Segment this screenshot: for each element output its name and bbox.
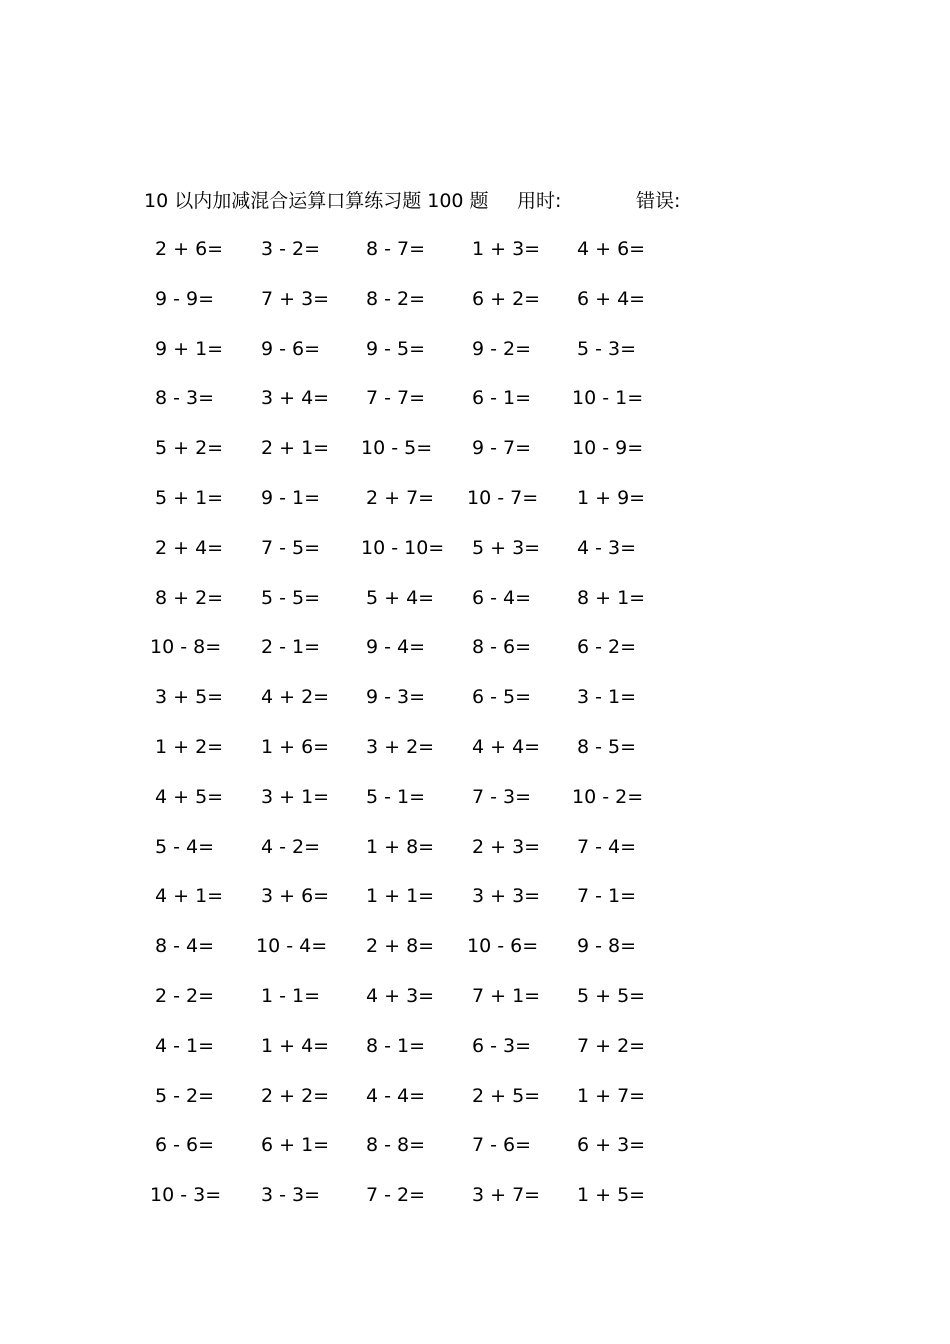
arithmetic-problem: 10 - 10= [361,537,445,559]
arithmetic-problem: 8 - 8= [366,1134,426,1156]
arithmetic-problem: 2 + 7= [366,487,435,509]
arithmetic-problem: 9 - 3= [366,686,426,708]
arithmetic-problem: 8 + 2= [155,587,224,609]
arithmetic-problem: 9 + 1= [155,338,224,360]
arithmetic-problem: 9 - 1= [261,487,321,509]
page-title: 10 以内加减混合运算口算练习题 100 题 [144,190,489,212]
arithmetic-problem: 10 - 6= [467,935,539,957]
arithmetic-problem: 10 - 8= [150,636,222,658]
arithmetic-problem: 3 - 1= [577,686,637,708]
arithmetic-problem: 5 + 3= [472,537,541,559]
arithmetic-problem: 4 + 1= [155,885,224,907]
arithmetic-problem: 3 + 2= [366,736,435,758]
arithmetic-problem: 7 + 2= [577,1035,646,1057]
arithmetic-problem: 4 + 3= [366,985,435,1007]
arithmetic-problem: 9 - 2= [472,338,532,360]
arithmetic-problem: 2 + 2= [261,1085,330,1107]
arithmetic-problem: 6 - 1= [472,387,532,409]
time-used-label: 用时: [517,190,562,212]
arithmetic-problem: 8 - 4= [155,935,215,957]
arithmetic-problem: 2 - 2= [155,985,215,1007]
arithmetic-problem: 3 - 3= [261,1184,321,1206]
arithmetic-problem: 4 - 3= [577,537,637,559]
arithmetic-problem: 5 - 3= [577,338,637,360]
arithmetic-problem: 1 + 6= [261,736,330,758]
arithmetic-problem: 8 - 3= [155,387,215,409]
arithmetic-problem: 8 - 7= [366,238,426,260]
arithmetic-problem: 6 - 3= [472,1035,532,1057]
arithmetic-problem: 3 + 1= [261,786,330,808]
arithmetic-problem: 3 + 3= [472,885,541,907]
arithmetic-problem: 3 + 5= [155,686,224,708]
arithmetic-problem: 9 - 7= [472,437,532,459]
arithmetic-problem: 7 - 5= [261,537,321,559]
arithmetic-problem: 7 - 6= [472,1134,532,1156]
arithmetic-problem: 9 - 8= [577,935,637,957]
arithmetic-problem: 6 + 2= [472,288,541,310]
arithmetic-problem: 10 - 7= [467,487,539,509]
arithmetic-problem: 4 - 2= [261,836,321,858]
arithmetic-problem: 7 - 1= [577,885,637,907]
arithmetic-problem: 2 + 3= [472,836,541,858]
arithmetic-problem: 7 - 7= [366,387,426,409]
arithmetic-problem: 7 - 3= [472,786,532,808]
arithmetic-problem: 6 - 5= [472,686,532,708]
arithmetic-problem: 3 + 6= [261,885,330,907]
arithmetic-problem: 5 + 2= [155,437,224,459]
arithmetic-problem: 1 + 1= [366,885,435,907]
arithmetic-problem: 2 + 5= [472,1085,541,1107]
arithmetic-problem: 8 - 5= [577,736,637,758]
arithmetic-problem: 8 - 1= [366,1035,426,1057]
arithmetic-problem: 7 + 3= [261,288,330,310]
arithmetic-problem: 4 + 2= [261,686,330,708]
arithmetic-problem: 8 - 6= [472,636,532,658]
arithmetic-problem: 5 - 4= [155,836,215,858]
arithmetic-problem: 5 - 2= [155,1085,215,1107]
arithmetic-problem: 9 - 4= [366,636,426,658]
arithmetic-problem: 5 + 1= [155,487,224,509]
arithmetic-problem: 2 + 1= [261,437,330,459]
arithmetic-problem: 10 - 4= [256,935,328,957]
arithmetic-problem: 9 - 5= [366,338,426,360]
arithmetic-problem: 3 + 4= [261,387,330,409]
arithmetic-problem: 9 - 9= [155,288,215,310]
arithmetic-problem: 8 - 2= [366,288,426,310]
arithmetic-problem: 2 + 6= [155,238,224,260]
arithmetic-problem: 1 + 8= [366,836,435,858]
arithmetic-problem: 10 - 5= [361,437,433,459]
arithmetic-problem: 5 + 5= [577,985,646,1007]
arithmetic-problem: 2 + 4= [155,537,224,559]
arithmetic-problem: 1 + 5= [577,1184,646,1206]
arithmetic-problem: 4 + 5= [155,786,224,808]
arithmetic-problem: 1 + 3= [472,238,541,260]
arithmetic-problem: 6 + 3= [577,1134,646,1156]
arithmetic-problem: 6 - 4= [472,587,532,609]
errors-label: 错误: [636,190,681,212]
arithmetic-problem: 1 + 2= [155,736,224,758]
arithmetic-problem: 6 + 4= [577,288,646,310]
arithmetic-problem: 9 - 6= [261,338,321,360]
arithmetic-problem: 4 - 4= [366,1085,426,1107]
arithmetic-problem: 2 + 8= [366,935,435,957]
arithmetic-problem: 5 - 5= [261,587,321,609]
arithmetic-problem: 10 - 1= [572,387,644,409]
arithmetic-problem: 5 + 4= [366,587,435,609]
arithmetic-problem: 6 - 6= [155,1134,215,1156]
arithmetic-problem: 5 - 1= [366,786,426,808]
arithmetic-problem: 6 + 1= [261,1134,330,1156]
arithmetic-problem: 6 - 2= [577,636,637,658]
arithmetic-problem: 4 + 6= [577,238,646,260]
arithmetic-problem: 7 - 4= [577,836,637,858]
arithmetic-problem: 4 + 4= [472,736,541,758]
arithmetic-problem: 2 - 1= [261,636,321,658]
arithmetic-problem: 8 + 1= [577,587,646,609]
arithmetic-problem: 4 - 1= [155,1035,215,1057]
arithmetic-problem: 1 + 4= [261,1035,330,1057]
arithmetic-problem: 10 - 9= [572,437,644,459]
arithmetic-problem: 1 - 1= [261,985,321,1007]
arithmetic-problem: 7 + 1= [472,985,541,1007]
arithmetic-problem: 3 + 7= [472,1184,541,1206]
arithmetic-problem: 3 - 2= [261,238,321,260]
arithmetic-problem: 7 - 2= [366,1184,426,1206]
arithmetic-problem: 10 - 3= [150,1184,222,1206]
arithmetic-problem: 1 + 9= [577,487,646,509]
arithmetic-problem: 10 - 2= [572,786,644,808]
arithmetic-problem: 1 + 7= [577,1085,646,1107]
